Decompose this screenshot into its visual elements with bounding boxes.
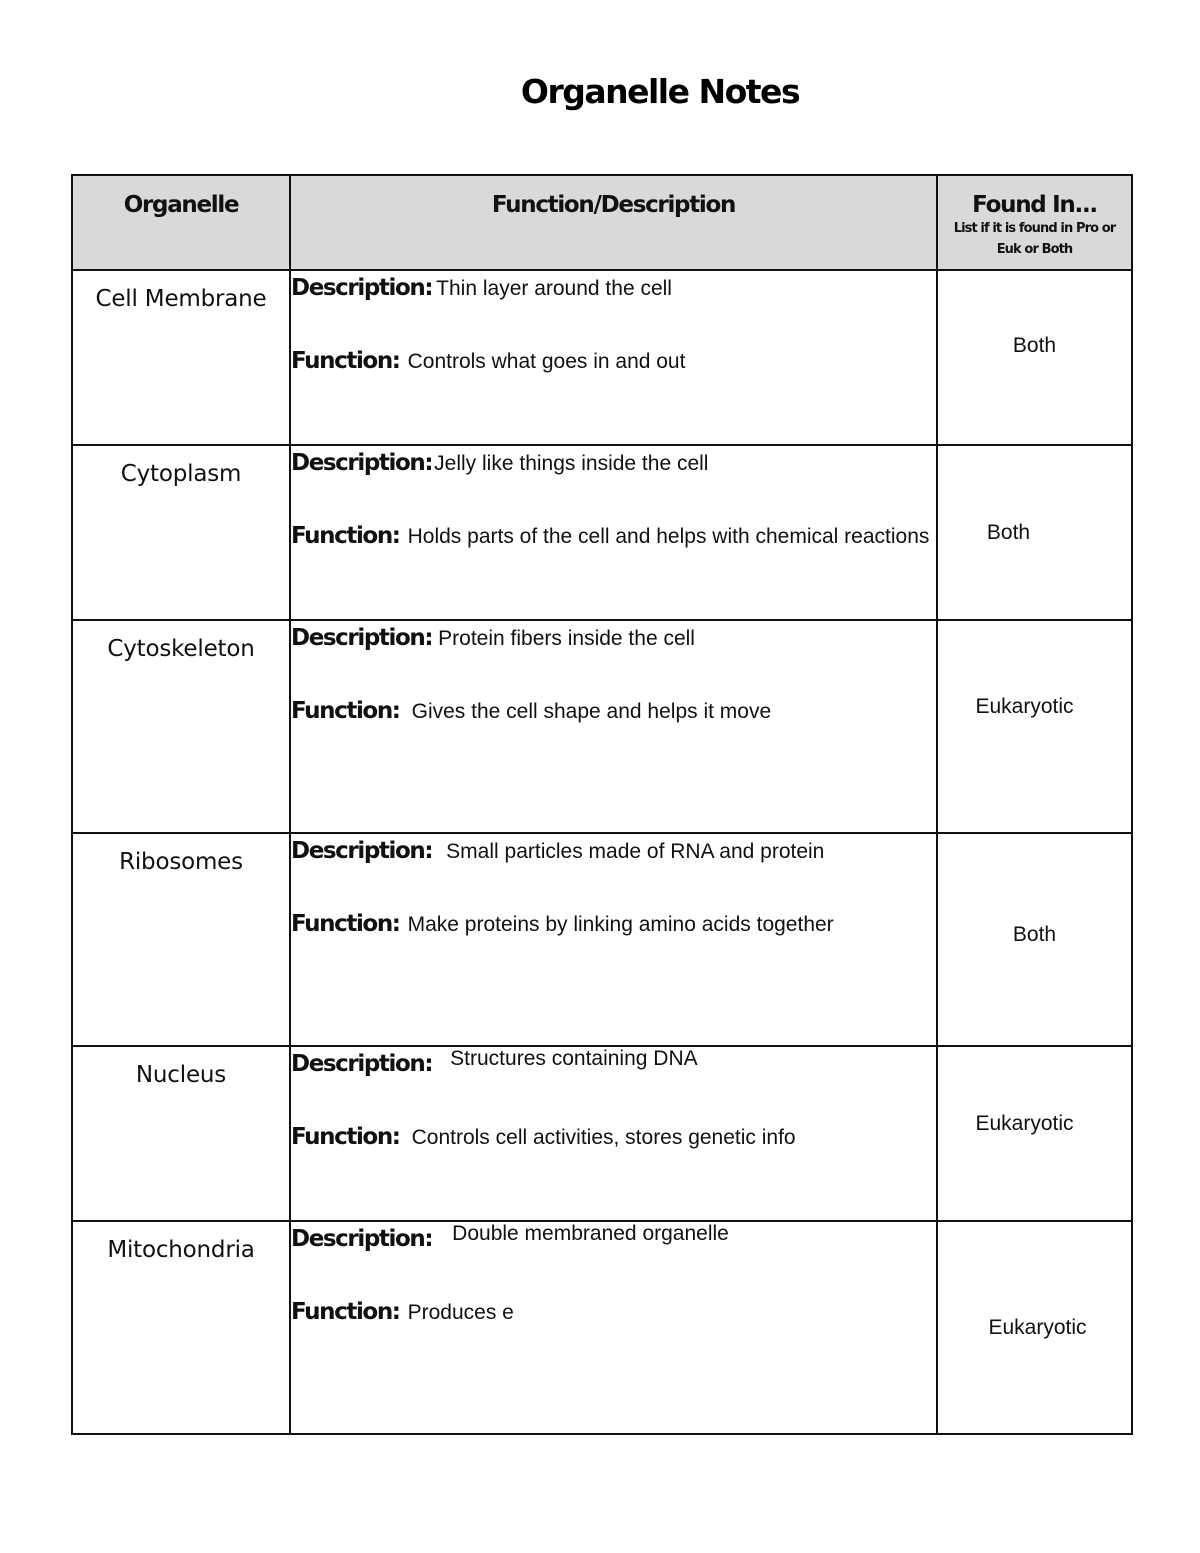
found-in-value: Eukaryotic [937, 620, 1132, 833]
description-label: Description: [291, 838, 433, 864]
function-value: Produces e [407, 1301, 514, 1324]
found-in-note: List if it is found in Pro or Euk or Both [953, 221, 1116, 257]
function-label: Function: [291, 1299, 400, 1325]
function-description-cell [290, 833, 937, 1046]
header-function-description: Function/Description [290, 175, 937, 270]
organelle-name: Ribosomes [119, 849, 243, 875]
function-description-cell [290, 1221, 937, 1434]
function-value: Gives the cell shape and helps it move [411, 700, 772, 723]
table-row [72, 1221, 1132, 1434]
table-row [72, 270, 1132, 445]
description-value: Structures containing DNA [450, 1047, 698, 1070]
function-description-cell [290, 445, 937, 620]
function-description-cell [290, 620, 937, 833]
description-label: Description: [291, 275, 433, 301]
function-label: Function: [291, 523, 400, 549]
table-header-row [72, 175, 1132, 270]
function-description-cell [290, 270, 937, 445]
table-row [72, 833, 1132, 1046]
function-value: Controls what goes in and out [407, 350, 686, 373]
table-row [72, 620, 1132, 833]
function-value: Make proteins by linking amino acids together [407, 913, 834, 936]
organelle-name: Cytoskeleton [107, 636, 255, 662]
function-label: Function: [291, 1124, 400, 1150]
organelle-name: Nucleus [135, 1062, 227, 1088]
organelle-name: Cytoplasm [120, 461, 242, 487]
description-label: Description: [291, 1226, 433, 1252]
description-label: Description: [291, 450, 433, 476]
description-value: Protein fibers inside the cell [438, 627, 695, 650]
organelle-name: Cell Membrane [95, 286, 267, 312]
organelle-table [71, 174, 1133, 1435]
function-label: Function: [291, 348, 400, 374]
function-value: Controls cell activities, stores genetic info [411, 1126, 796, 1149]
function-label: Function: [291, 698, 400, 724]
found-in-value: Both [937, 833, 1132, 1046]
description-value: Thin layer around the cell [436, 277, 672, 300]
description-value: Jelly like things inside the cell [434, 452, 709, 475]
function-value: Holds parts of the cell and helps with chemical reactions [407, 525, 930, 548]
header-organelle: Organelle [72, 175, 290, 270]
table-row [72, 1046, 1132, 1221]
table-row [72, 445, 1132, 620]
header-found-in: Found In... List if it is found in Pro or Euk or Both [937, 175, 1132, 270]
function-label: Function: [291, 911, 400, 937]
description-value: Small particles made of RNA and protein [446, 840, 825, 863]
page-title: Organelle Notes [520, 72, 800, 111]
found-in-value: Eukaryotic [937, 1046, 1132, 1221]
found-in-value: Both [937, 270, 1132, 445]
description-value: Double membraned organelle [452, 1222, 729, 1245]
description-label: Description: [291, 1051, 433, 1077]
organelle-name: Mitochondria [107, 1237, 255, 1263]
found-in-value: Both [937, 445, 1132, 620]
found-in-value: Eukaryotic [937, 1221, 1132, 1434]
function-description-cell [290, 1046, 937, 1221]
description-label: Description: [291, 625, 433, 651]
